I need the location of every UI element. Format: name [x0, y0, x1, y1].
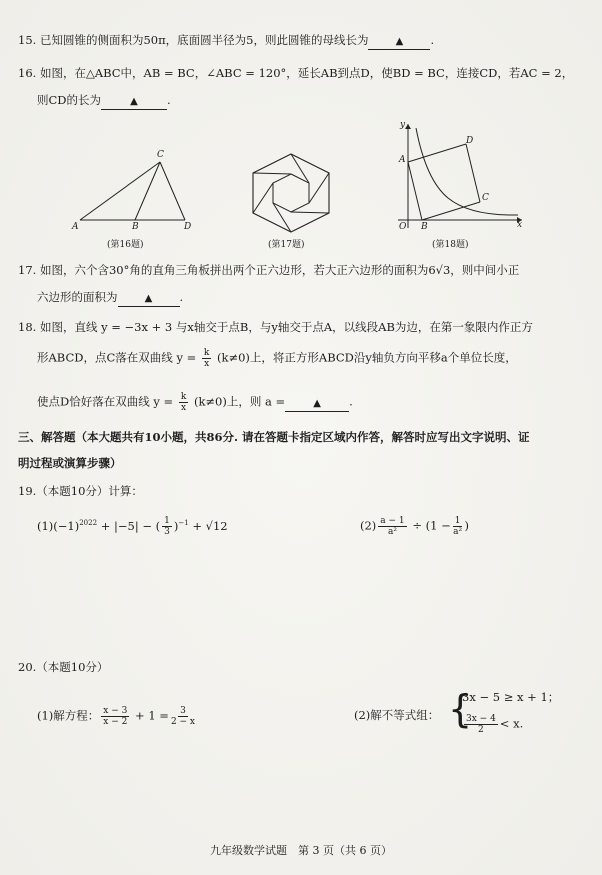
question-17-line2: [37, 290, 183, 307]
question-17-line1: 17. 如图，六个含30°角的直角三角板拼出两个正六边形，若大正六边形的面积为6√3，则中间小正: [18, 263, 520, 277]
fraction-k-over-x-2: [179, 392, 188, 413]
fraction-3-over-2-minus-x: [171, 706, 195, 727]
question-18-text-a: 形ABCD，点C落在双曲线 y =: [37, 350, 197, 365]
fig18-caption: (第18题): [432, 240, 469, 250]
q19-exponent: 2022: [79, 519, 98, 527]
fig18-label-O: O: [399, 222, 407, 232]
question-19-title: 19.（本题10分）计算：: [18, 484, 143, 498]
question-15-end: .: [430, 33, 435, 47]
fraction-numerator: 1: [164, 516, 170, 527]
fraction-numerator: x − 3: [103, 706, 128, 716]
fraction-3x-minus-4-over-2: [464, 714, 498, 735]
q19-p1-text-a: (1)(−1): [37, 518, 80, 533]
fraction-x-minus-3-over-x-minus-2: [101, 706, 129, 727]
question-15: [18, 33, 434, 50]
question-16-line2: [37, 93, 171, 110]
fraction-denominator: a²: [453, 527, 463, 537]
inequality-1: 3x − 5 ≥ x + 1；: [462, 690, 560, 704]
fraction-denominator: 2 − x: [170, 717, 196, 727]
fig18-label-C: C: [482, 193, 489, 203]
answer-blank-16: ▲: [101, 94, 167, 110]
fraction-one-third: [162, 516, 172, 537]
fig18-label-D: D: [466, 136, 474, 146]
figure-17: [248, 152, 334, 234]
fraction-numerator: 1: [454, 516, 461, 526]
fraction-denominator: x: [181, 403, 187, 413]
q19-p1-text-b: + |−5| − (: [100, 518, 161, 533]
fraction-numerator: 3: [180, 706, 186, 716]
fig18-label-y: y: [400, 120, 406, 130]
fraction-k-over-x: [202, 348, 211, 369]
question-18-text-d: (k≠0)上，则 a =: [193, 394, 286, 409]
inequality-2: [462, 714, 523, 735]
question-18-line1: 18. 如图，直线 y = −3x + 3 与x轴交于点B，与y轴交于点A，以线段AB为边，在第一象限内作正方: [18, 320, 533, 334]
fraction-numerator: 3x − 4: [466, 714, 496, 724]
question-18-text-c: 使点D恰好落在双曲线 y =: [37, 394, 174, 409]
fraction-numerator: a − 1: [380, 516, 405, 526]
question-18-line2: [37, 348, 517, 369]
question-16-end: .: [167, 93, 171, 107]
question-17-end: .: [179, 290, 184, 304]
answer-blank-15: ▲: [368, 34, 430, 50]
q19-p2-text-b: ÷ (1 −: [412, 518, 451, 533]
question-20-part1: [37, 706, 197, 727]
fig18-label-B: B: [421, 222, 428, 232]
fig16-label-B: B: [132, 222, 139, 232]
fraction-numerator: k: [203, 348, 210, 358]
q19-p2-text-a: (2): [360, 518, 377, 533]
question-19-part2: [360, 516, 469, 537]
question-15-text: 15. 已知圆锥的侧面积为50π，底面圆半径为5，则此圆锥的母线长为: [18, 33, 369, 47]
question-20-part2-label: (2)解不等式组：: [354, 708, 440, 722]
page-footer: 九年级数学试题 第 3 页（共 6 页）: [210, 844, 392, 857]
section-3-heading-line1: 三、解答题（本大题共有10小题，共86分. 请在答题卡指定区域内作答，解答时应写出文字说明、证: [18, 430, 530, 444]
q20-p1-text-a: (1)解方程：: [37, 708, 100, 723]
fig16-label-A: A: [72, 222, 79, 232]
fraction-numerator: k: [180, 392, 187, 402]
bleed-through-text: [470, 30, 473, 41]
fraction-denominator: 2: [478, 725, 484, 735]
fig16-label-C: C: [157, 150, 164, 160]
question-18-end: .: [349, 394, 353, 409]
fraction-a-minus-1-over-a2: [378, 516, 406, 537]
q19-exponent-2: −1: [178, 519, 189, 527]
question-20-title: 20.（本题10分）: [18, 660, 109, 674]
question-16-text: 则CD的长为: [37, 93, 102, 107]
q19-p1-text-d: + √12: [192, 518, 228, 533]
question-18-text-b: (k≠0)上，将正方形ABCD沿y轴负方向平移a个单位长度，: [217, 350, 517, 365]
fig18-label-x: x: [517, 220, 523, 230]
fig16-caption: (第16题): [107, 240, 144, 250]
fig16-label-D: D: [184, 222, 192, 232]
fraction-denominator: a²: [387, 527, 397, 537]
q19-p1-text-c: ): [173, 518, 179, 533]
fig18-label-A: A: [399, 155, 406, 165]
fig17-caption: (第17题): [268, 240, 305, 250]
system-brace: {: [448, 687, 473, 731]
q20-p1-text-b: + 1 =: [135, 708, 169, 723]
figure-18: [392, 120, 527, 230]
question-16-line1: 16. 如图，在△ABC中，AB = BC，∠ABC = 120°，延长AB到点D，使BD = BC，连接CD，若AC = 2，: [18, 66, 574, 80]
fraction-denominator: x: [204, 359, 210, 369]
question-18-line3: [37, 392, 353, 413]
question-17-text: 六边形的面积为: [37, 290, 118, 304]
question-19-part1: [37, 516, 228, 537]
fraction-1-over-a2: [453, 516, 463, 537]
fraction-denominator: x − 2: [103, 717, 128, 727]
answer-blank-18: ▲: [285, 396, 349, 412]
answer-blank-17: ▲: [118, 291, 180, 307]
q19-p2-text-c: ): [464, 518, 469, 533]
section-3-heading-line2: 明过程或演算步骤）: [18, 456, 122, 470]
inequality-2-end: < x.: [499, 716, 524, 731]
fraction-denominator: 3: [164, 527, 170, 538]
